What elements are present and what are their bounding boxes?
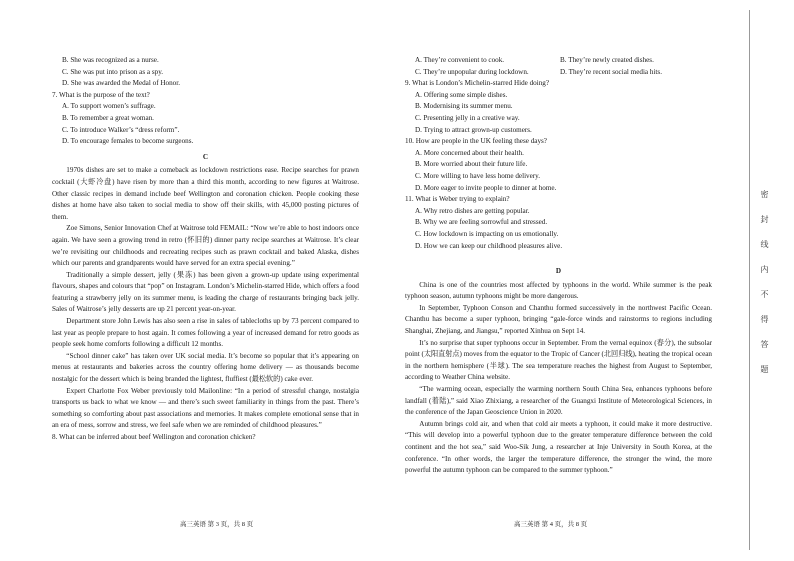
passage-c-paragraph-5: “School dinner cake” has taken over UK social media. It’s become so popular that it’s appearing on menus at restaurants and bakeries across the country offering home delivery — as thousands become nostalgic for the dessert which is being branded the lightest, fluffiest (最松软的) cake ever. — [52, 351, 359, 384]
q8-option-b: B. They’re newly created dishes. — [560, 56, 654, 64]
section-d-title: D — [555, 267, 562, 276]
passage-d-paragraph-3: It’s no surprise that super typhoons occur in September. From the vernal equinox (春分), the subsolar point (太阳直射点) moves from the equator to the Tropic of Cancer (北回归线), heating the tropical ocean in the northern hemisphere (半球). The sea temperature reaches the highest from August to September, according to Weather China website. — [405, 338, 712, 382]
q8-option-a: A. They’re convenient to cook. — [415, 56, 505, 64]
q10-option-a: A. More concerned about their health. — [415, 148, 524, 157]
section-c-title: C — [202, 152, 209, 161]
page-footer-right: 高三英语 第 4 页，共 8 页 — [514, 521, 588, 528]
q9-option-b: B. Modernising its summer menu. — [415, 102, 513, 111]
q7-option-c: C. To introduce Walker’s “dress reform”. — [62, 125, 180, 134]
q9-option-c: C. Presenting jelly in a creative way. — [415, 113, 520, 122]
q9-question: 9. What is London’s Michelin-starred Hide doing? — [405, 79, 550, 88]
q8-question: 8. What can be inferred about beef Wellington and coronation chicken? — [52, 433, 256, 441]
q9-option-d: D. Trying to attract grown-up customers. — [415, 125, 532, 134]
right-column — [405, 55, 712, 477]
q11-option-b: B. Why we are feeling sorrowful and stressed. — [415, 218, 548, 227]
q11-option-d: D. How we can keep our childhood pleasures alive. — [415, 241, 563, 250]
passage-d-paragraph-4: “The warming ocean, especially the warming northern South China Sea, enhances typhoons before landfall (着陆),” said Xiao Zhixiang, a researcher of the Guangxi Institute of Meteorological Sciences, in the conference of the Japan Geoscience Union in 2020. — [405, 385, 712, 417]
q7-option-d: D. To encourage females to become surgeons. — [62, 137, 194, 146]
q8-option-c: C. They’re unpopular during lockdown. — [415, 67, 529, 76]
passage-c-paragraph-3: Traditionally a simple dessert, jelly (果冻) has been given a grown-up update using experimental flavours, shapes and colours that “pop” on Instagram. London’s Michelin-starred Hide, which offers a food featuring a strawberry jelly on its summer menu, is leading the charge of restaurants bringing back jelly. Sales of Waitrose’s jelly desserts are up 21 percent year-on-year. — [52, 270, 359, 314]
q7-option-b: B. To remember a great woman. — [62, 113, 154, 122]
passage-c-paragraph-4: Department store John Lewis has also seen a rise in sales of tablecloths up by 73 percent compared to last year as people prepare to host again. It comes following a year of increased demand for retro goods as people seek home comforts following a difficult 12 months. — [52, 317, 359, 349]
q11-option-c: C. How lockdown is impacting on us emotionally. — [415, 229, 559, 238]
q6-option-c: C. She was put into prison as a spy. — [62, 67, 164, 76]
binding-line-divider — [749, 10, 750, 550]
q11-option-a: A. Why retro dishes are getting popular. — [415, 206, 530, 215]
left-column — [52, 55, 359, 444]
q10-option-b: B. More worried about their future life. — [415, 160, 528, 169]
q11-question: 11. What is Weber trying to explain? — [405, 195, 510, 204]
q10-question: 10. How are people in the UK feeling these days? — [405, 137, 547, 146]
passage-c-paragraph-1: 1970s dishes are set to make a comeback as lockdown restrictions ease. Recipe searches for prawn cocktail (大虾冷盘) have risen by more than a third this month, according to new figures at Waitrose. Other classic recipes in demand include beef Wellington and coronation chicken. People cooking these dishes at home have also taken to social media to show off their skills, with 45,000 posting pictures of them. — [52, 166, 359, 221]
q10-option-c: C. More willing to have less home delivery. — [415, 171, 541, 180]
q8-option-d: D. They’re recent social media hits. — [560, 67, 662, 76]
q8-options-row-1 — [405, 55, 712, 67]
binding-line-notice: 密封线内不得答题 — [760, 190, 769, 390]
q9-option-a: A. Offering some simple dishes. — [415, 90, 508, 99]
q7-option-a: A. To support women’s suffrage. — [62, 102, 156, 111]
q7-question: 7. What is the purpose of the text? — [52, 90, 150, 99]
passage-c-paragraph-2: Zoe Simons, Senior Innovation Chef at Waitrose told FEMAIL: “Now we’re able to host indoors once again. We have seen a growing trend in retro (怀旧的) dinner party recipe searches at Waitrose. It’s clear we’re revisiting our childhoods and recreating recipes such as prawn cocktail and baked Alaska, dishes which our parents and grandparents would have served for an extra special evening.” — [52, 224, 359, 268]
q10-option-d: D. More eager to invite people to dinner at home. — [415, 183, 557, 192]
passage-d-paragraph-2: In September, Typhoon Conson and Chanthu formed successively in the northwest Pacific Ocean. Chanthu has become a super typhoon, bringing “gale-force winds and rainstorms to regions including Shanghai, Zhejiang, and Jiangsu,” reported Xinhua on Sept 14. — [405, 303, 712, 336]
passage-d-paragraph-1: China is one of the countries most affected by typhoons in the world. While summer is the peak typhoon season, autumn typhoons might be more dangerous. — [405, 280, 712, 301]
q8-options-row-2 — [405, 67, 712, 79]
q6-option-b: B. She was recognized as a nurse. — [62, 56, 159, 64]
passage-c-paragraph-6: Expert Charlotte Fox Weber previously told Mailonline: “In a period of stressful change, nostalgia transports us back to what we know — and there’s such sweet familiarity in things from the past. There’s something so comforting about past associations and memories. It makes complete emotional sense that in an era of mess, sorrow and stress, we feel safe when we are reminded of childhood pleasures.” — [52, 386, 359, 430]
q6-option-d: D. She was awarded the Medal of Honor. — [62, 79, 180, 88]
passage-d-paragraph-5: Autumn brings cold air, and when that cold air meets a typhoon, it could make it more destructive. “This will develop into a powerful typhoon due to the greater temperature difference between the cold continent and the hot sea,” said Woo-Sik Jung, a researcher at Inje University in South Korea, at the conference. “In other words, the larger the temperature difference, the stronger the wind, the more powerful the autumn typhoon can be compared to the summer typhoon.” — [405, 419, 712, 475]
page-footer-left: 高三英语 第 3 页，共 8 页 — [180, 521, 254, 528]
